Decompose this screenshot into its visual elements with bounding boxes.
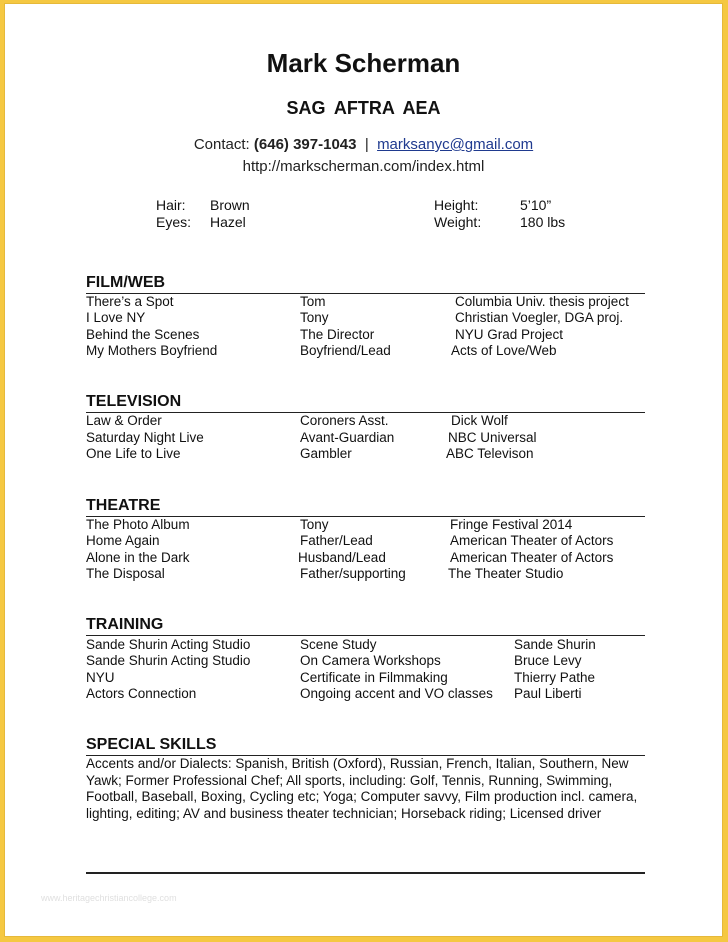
eyes-value: Hazel	[210, 214, 246, 230]
credit-title: I Love NY	[86, 310, 146, 325]
credit-company: Christian Voegler, DGA proj.	[455, 310, 624, 325]
credit-role: Tony	[300, 310, 329, 325]
email-link[interactable]: marksanyc@gmail.com	[377, 136, 534, 153]
credit-role: Father/supporting	[300, 566, 406, 581]
weight-label: Weight:	[434, 214, 482, 230]
weight-value: 180 lbs	[520, 214, 566, 230]
credit-company: The Theater Studio	[448, 566, 564, 581]
credit-title: Law & Order	[86, 413, 162, 428]
credit-role: Father/Lead	[300, 533, 373, 548]
table-row	[5, 430, 722, 447]
credit-role: Husband/Lead	[298, 550, 386, 565]
table-row	[5, 327, 722, 344]
table-row	[5, 517, 722, 534]
training-course: Ongoing accent and VO classes	[300, 686, 493, 701]
credit-title: Saturday Night Live	[86, 430, 204, 445]
hair-value: Brown	[210, 197, 250, 213]
training-course: Certificate in Filmmaking	[300, 670, 448, 685]
skills-section-title: SPECIAL SKILLS	[86, 736, 217, 753]
actor-name: Mark Scherman	[266, 48, 461, 78]
website-url[interactable]: http://markscherman.com/index.html	[242, 158, 485, 175]
credit-role: Avant-Guardian	[300, 430, 395, 445]
credit-title: Home Again	[86, 533, 160, 548]
table-row	[5, 566, 722, 583]
table-row	[5, 343, 722, 360]
credit-role: Tony	[300, 517, 329, 532]
credit-company: American Theater of Actors	[450, 533, 614, 548]
height-value: 5’10”	[520, 197, 552, 213]
training-school: NYU	[86, 670, 115, 685]
training-school: Sande Shurin Acting Studio	[86, 637, 251, 652]
resume-page	[4, 3, 723, 937]
credit-company: Columbia Univ. thesis project	[455, 294, 629, 309]
training-teacher: Thierry Pathe	[514, 670, 596, 685]
tv-section-title: TELEVISION	[86, 393, 182, 410]
training-school: Actors Connection	[86, 686, 197, 701]
table-row	[5, 310, 722, 327]
table-row	[5, 550, 722, 567]
credit-title: One Life to Live	[86, 446, 181, 461]
training-teacher: Sande Shurin	[514, 637, 596, 652]
height-label: Height:	[434, 197, 479, 213]
credit-title: The Photo Album	[86, 517, 190, 532]
contact-label: Contact:	[193, 136, 250, 153]
credit-title: The Disposal	[86, 566, 165, 581]
eyes-label: Eyes:	[156, 214, 192, 230]
training-school: Sande Shurin Acting Studio	[86, 653, 251, 668]
credit-role: Coroners Asst.	[300, 413, 389, 428]
training-section-rule	[86, 635, 645, 636]
table-row	[5, 637, 722, 654]
skills-paragraph: Accents and/or Dialects: Spanish, British (Oxford), Russian, French, Italian, Southern, New Yawk; Former Professional Chef; All sports, including: Golf, Tennis, Running, Swimming, Football, Baseball, Boxing, Cycling etc; Yoga; Computer savvy, Film production incl. camera, lighting, editing; AV and business theater technician; Horseback riding; Licensed driver	[86, 756, 638, 821]
credit-company: American Theater of Actors	[450, 550, 614, 565]
credit-title: Alone in the Dark	[86, 550, 190, 565]
credit-title: Behind the Scenes	[86, 327, 200, 342]
credit-role: Tom	[300, 294, 326, 309]
credit-title: There’s a Spot	[86, 294, 174, 309]
table-row	[5, 294, 722, 311]
training-teacher: Bruce Levy	[514, 653, 582, 668]
credit-company: Dick Wolf	[451, 413, 508, 428]
footer-rule	[86, 872, 645, 874]
contact-separator: |	[364, 136, 369, 153]
credit-role: The Director	[300, 327, 375, 342]
theatre-section-title: THEATRE	[86, 497, 161, 514]
credit-company: ABC Televison	[446, 446, 534, 461]
table-row	[5, 533, 722, 550]
table-row	[5, 670, 722, 687]
hair-label: Hair:	[156, 197, 186, 213]
phone-number: (646) 397-1043	[253, 136, 357, 153]
union-affiliations: SAG AFTRA AEA	[286, 98, 441, 118]
credit-company: NBC Universal	[448, 430, 537, 445]
credit-company: Fringe Festival 2014	[450, 517, 573, 532]
training-section-title: TRAINING	[86, 616, 164, 633]
film-section-title: FILM/WEB	[86, 274, 166, 291]
credit-role: Boyfriend/Lead	[300, 343, 391, 358]
credit-company: NYU Grad Project	[455, 327, 564, 342]
credit-company: Acts of Love/Web	[451, 343, 557, 358]
contact-line	[5, 136, 722, 153]
table-row	[5, 446, 722, 463]
table-row	[5, 413, 722, 430]
training-course: Scene Study	[300, 637, 377, 652]
training-course: On Camera Workshops	[300, 653, 441, 668]
training-teacher: Paul Liberti	[514, 686, 582, 701]
credit-title: My Mothers Boyfriend	[86, 343, 218, 358]
table-row	[5, 653, 722, 670]
table-row	[5, 686, 722, 703]
watermark-text: www.heritagechristiancollege.com	[41, 893, 177, 903]
credit-role: Gambler	[300, 446, 352, 461]
